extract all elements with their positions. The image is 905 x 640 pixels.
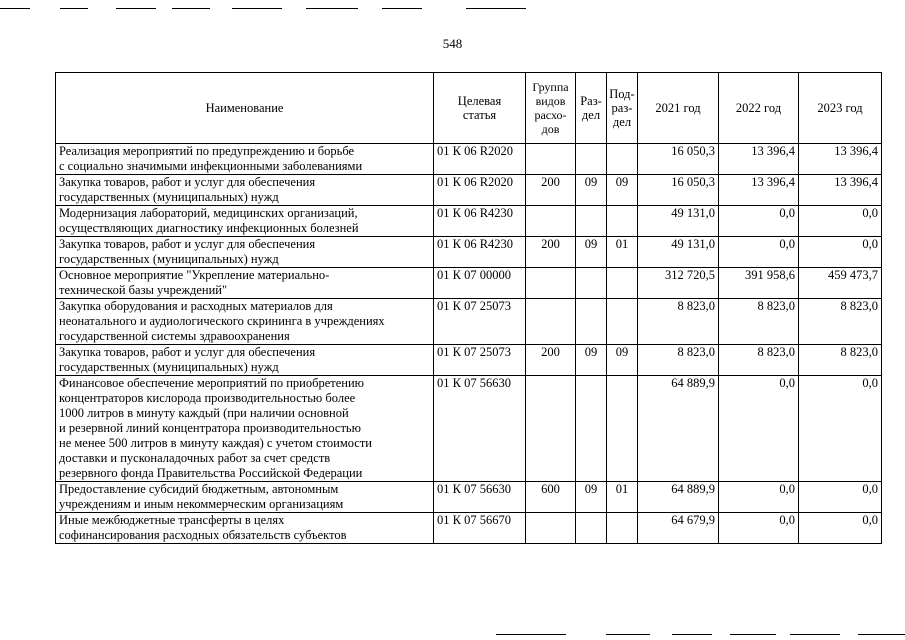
cell-section: [576, 268, 607, 299]
top-rule: [306, 8, 358, 9]
top-rule: [172, 8, 210, 9]
cell-y2022: 13 396,4: [719, 144, 799, 175]
col-header-target: Целевая статья: [434, 73, 526, 144]
cell-section: 09: [576, 237, 607, 268]
cell-subsection: [607, 144, 638, 175]
top-rule: [466, 8, 526, 9]
cell-section: 09: [576, 482, 607, 513]
cell-y2022: 8 823,0: [719, 345, 799, 376]
cell-y2022: 391 958,6: [719, 268, 799, 299]
cell-target: 01 К 06 R2020: [434, 144, 526, 175]
cell-y2023: 8 823,0: [799, 299, 882, 345]
cell-name: Закупка оборудования и расходных материалов для неонатального и аудиологического скрининга в учреждениях государственной системы здравоохранения: [56, 299, 434, 345]
cell-subsection: 01: [607, 482, 638, 513]
col-header-group: Группа видов расхо- дов: [526, 73, 576, 144]
table-row: [56, 175, 882, 206]
cell-target: 01 К 07 56630: [434, 482, 526, 513]
cell-y2021: 312 720,5: [638, 268, 719, 299]
table-row: [56, 206, 882, 237]
top-rule: [0, 8, 30, 9]
cell-section: 09: [576, 175, 607, 206]
cell-y2022: 0,0: [719, 482, 799, 513]
table-row: [56, 482, 882, 513]
cell-section: [576, 144, 607, 175]
cell-y2023: 0,0: [799, 376, 882, 482]
page-number: 548: [442, 36, 463, 51]
cell-subsection: 09: [607, 345, 638, 376]
cell-group: [526, 144, 576, 175]
cell-name: Иные межбюджетные трансферты в целях софинансирования расходных обязательств субъектов: [56, 513, 434, 544]
table-row: [56, 513, 882, 544]
top-rule: [382, 8, 422, 9]
cell-name: Реализация мероприятий по предупреждению и борьбе с социально значимыми инфекционными заболеваниями: [56, 144, 434, 175]
cell-target: 01 К 07 56670: [434, 513, 526, 544]
cell-y2022: 8 823,0: [719, 299, 799, 345]
table-body: [56, 144, 882, 544]
cell-target: 01 К 07 25073: [434, 345, 526, 376]
col-header-2022: 2022 год: [719, 73, 799, 144]
cell-group: [526, 206, 576, 237]
cell-y2023: 0,0: [799, 513, 882, 544]
cell-group: [526, 268, 576, 299]
cell-y2021: 49 131,0: [638, 237, 719, 268]
cell-name: Основное мероприятие "Укрепление материально- технической базы учреждений": [56, 268, 434, 299]
col-header-name: Наименование: [56, 73, 434, 144]
cell-y2022: 0,0: [719, 376, 799, 482]
cell-group: [526, 299, 576, 345]
cell-target: 01 К 07 00000: [434, 268, 526, 299]
cell-y2022: 0,0: [719, 237, 799, 268]
cell-name: Предоставление субсидий бюджетным, автономным учреждениям и иным некоммерческим организациям: [56, 482, 434, 513]
cell-group: 200: [526, 175, 576, 206]
cell-target: 01 К 06 R2020: [434, 175, 526, 206]
cell-target: 01 К 06 R4230: [434, 237, 526, 268]
cell-group: 600: [526, 482, 576, 513]
cell-section: [576, 513, 607, 544]
cell-y2021: 64 889,9: [638, 482, 719, 513]
cell-y2023: 13 396,4: [799, 144, 882, 175]
cell-y2021: 49 131,0: [638, 206, 719, 237]
col-header-section: Раз- дел: [576, 73, 607, 144]
cell-section: 09: [576, 345, 607, 376]
col-header-2021: 2021 год: [638, 73, 719, 144]
table-row: [56, 268, 882, 299]
top-rule: [232, 8, 282, 9]
cell-y2021: 64 679,9: [638, 513, 719, 544]
cell-y2023: 459 473,7: [799, 268, 882, 299]
bottom-rule: [606, 634, 650, 635]
table-row: [56, 144, 882, 175]
cell-subsection: [607, 299, 638, 345]
table-header-row: [56, 73, 882, 144]
cell-name: Закупка товаров, работ и услуг для обеспечения государственных (муниципальных) нужд: [56, 345, 434, 376]
cell-subsection: [607, 376, 638, 482]
cell-subsection: 09: [607, 175, 638, 206]
cell-name: Закупка товаров, работ и услуг для обеспечения государственных (муниципальных) нужд: [56, 237, 434, 268]
cell-subsection: [607, 513, 638, 544]
table-row: [56, 376, 882, 482]
cell-section: [576, 206, 607, 237]
cell-group: 200: [526, 345, 576, 376]
cell-y2022: 0,0: [719, 513, 799, 544]
top-rule: [60, 8, 88, 9]
top-rule: [116, 8, 156, 9]
cell-y2023: 8 823,0: [799, 345, 882, 376]
cell-target: 01 К 07 56630: [434, 376, 526, 482]
cell-y2022: 13 396,4: [719, 175, 799, 206]
cell-y2021: 8 823,0: [638, 299, 719, 345]
cell-y2023: 13 396,4: [799, 175, 882, 206]
cell-subsection: [607, 206, 638, 237]
col-header-2023: 2023 год: [799, 73, 882, 144]
budget-table: [55, 72, 882, 544]
cell-y2022: 0,0: [719, 206, 799, 237]
bottom-rule: [672, 634, 712, 635]
cell-name: Финансовое обеспечение мероприятий по приобретению концентраторов кислорода производительностью более 1000 литров в минуту каждый (при наличии основной и резервной линий концентратора производительностью не менее 500 литров в минуту каждая) с учетом стоимости доставки и пусконаладочных работ за счет средств резервного фонда Правительства Российской Федерации: [56, 376, 434, 482]
cell-y2021: 8 823,0: [638, 345, 719, 376]
col-header-subsection: Под- раз- дел: [607, 73, 638, 144]
cell-name: Модернизация лабораторий, медицинских организаций, осуществляющих диагностику инфекционных болезней: [56, 206, 434, 237]
cell-section: [576, 299, 607, 345]
bottom-rule: [858, 634, 905, 635]
table-row: [56, 299, 882, 345]
bottom-rule: [730, 634, 776, 635]
cell-y2023: 0,0: [799, 237, 882, 268]
cell-group: 200: [526, 237, 576, 268]
cell-group: [526, 513, 576, 544]
cell-name: Закупка товаров, работ и услуг для обеспечения государственных (муниципальных) нужд: [56, 175, 434, 206]
cell-y2023: 0,0: [799, 206, 882, 237]
cell-target: 01 К 06 R4230: [434, 206, 526, 237]
cell-group: [526, 376, 576, 482]
cell-subsection: 01: [607, 237, 638, 268]
table-row: [56, 345, 882, 376]
cell-y2023: 0,0: [799, 482, 882, 513]
cell-subsection: [607, 268, 638, 299]
cell-section: [576, 376, 607, 482]
cell-y2021: 16 050,3: [638, 144, 719, 175]
table-row: [56, 237, 882, 268]
cell-y2021: 16 050,3: [638, 175, 719, 206]
cell-target: 01 К 07 25073: [434, 299, 526, 345]
cell-y2021: 64 889,9: [638, 376, 719, 482]
bottom-rule: [790, 634, 840, 635]
bottom-rule: [496, 634, 566, 635]
